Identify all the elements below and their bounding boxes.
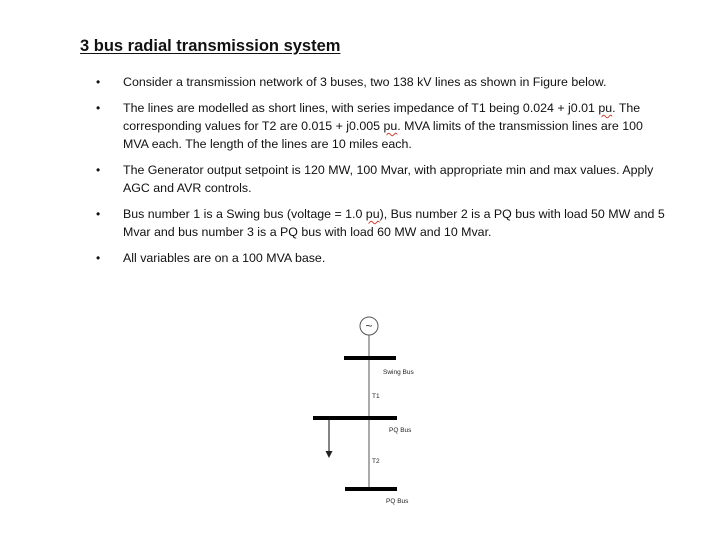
generator [360,317,378,335]
bullet-item: • The lines are modelled as short lines, with series impedance of T1 being 0.024 + j0.01 pu. The corresponding values for T2 are 0.015 + j0.005 pu. MVA limits of the transmission lines are 100 MVA each. The length of the lines are 10 miles each. [96,99,666,153]
spellcheck-word: pu [383,119,398,133]
pq-bus-2-bar [345,487,397,491]
pq-bus-2-label: PQ Bus [386,498,409,505]
generator-symbol: ~ [365,319,373,333]
pq-bus-1-label: PQ Bus [389,427,412,434]
spellcheck-word: pu [598,101,613,115]
line-t2-label: T2 [372,458,380,465]
page-title: 3 bus radial transmission system [80,37,341,55]
pq-bus-1-bar [313,416,397,420]
bullet-item: • Bus number 1 is a Swing bus (voltage = 1.0 pu), Bus number 2 is a PQ bus with load 50 MW and 5 Mvar and bus number 3 is a PQ bus with load 60 MW and 10 Mvar. [96,205,666,241]
load-arrow [326,420,333,458]
line-t1-label: T1 [372,393,380,400]
swing-bus-bar [344,356,396,360]
spellcheck-word: pu [365,207,380,221]
swing-bus-label: Swing Bus [383,369,414,376]
bullet-item: • The Generator output setpoint is 120 MW, 100 Mvar, with appropriate min and max values. Apply AGC and AVR controls. [96,161,666,197]
bullet-item: • Consider a transmission network of 3 buses, two 138 kV lines as shown in Figure below. [96,73,666,91]
bullet-item: • All variables are on a 100 MVA base. [96,249,666,267]
